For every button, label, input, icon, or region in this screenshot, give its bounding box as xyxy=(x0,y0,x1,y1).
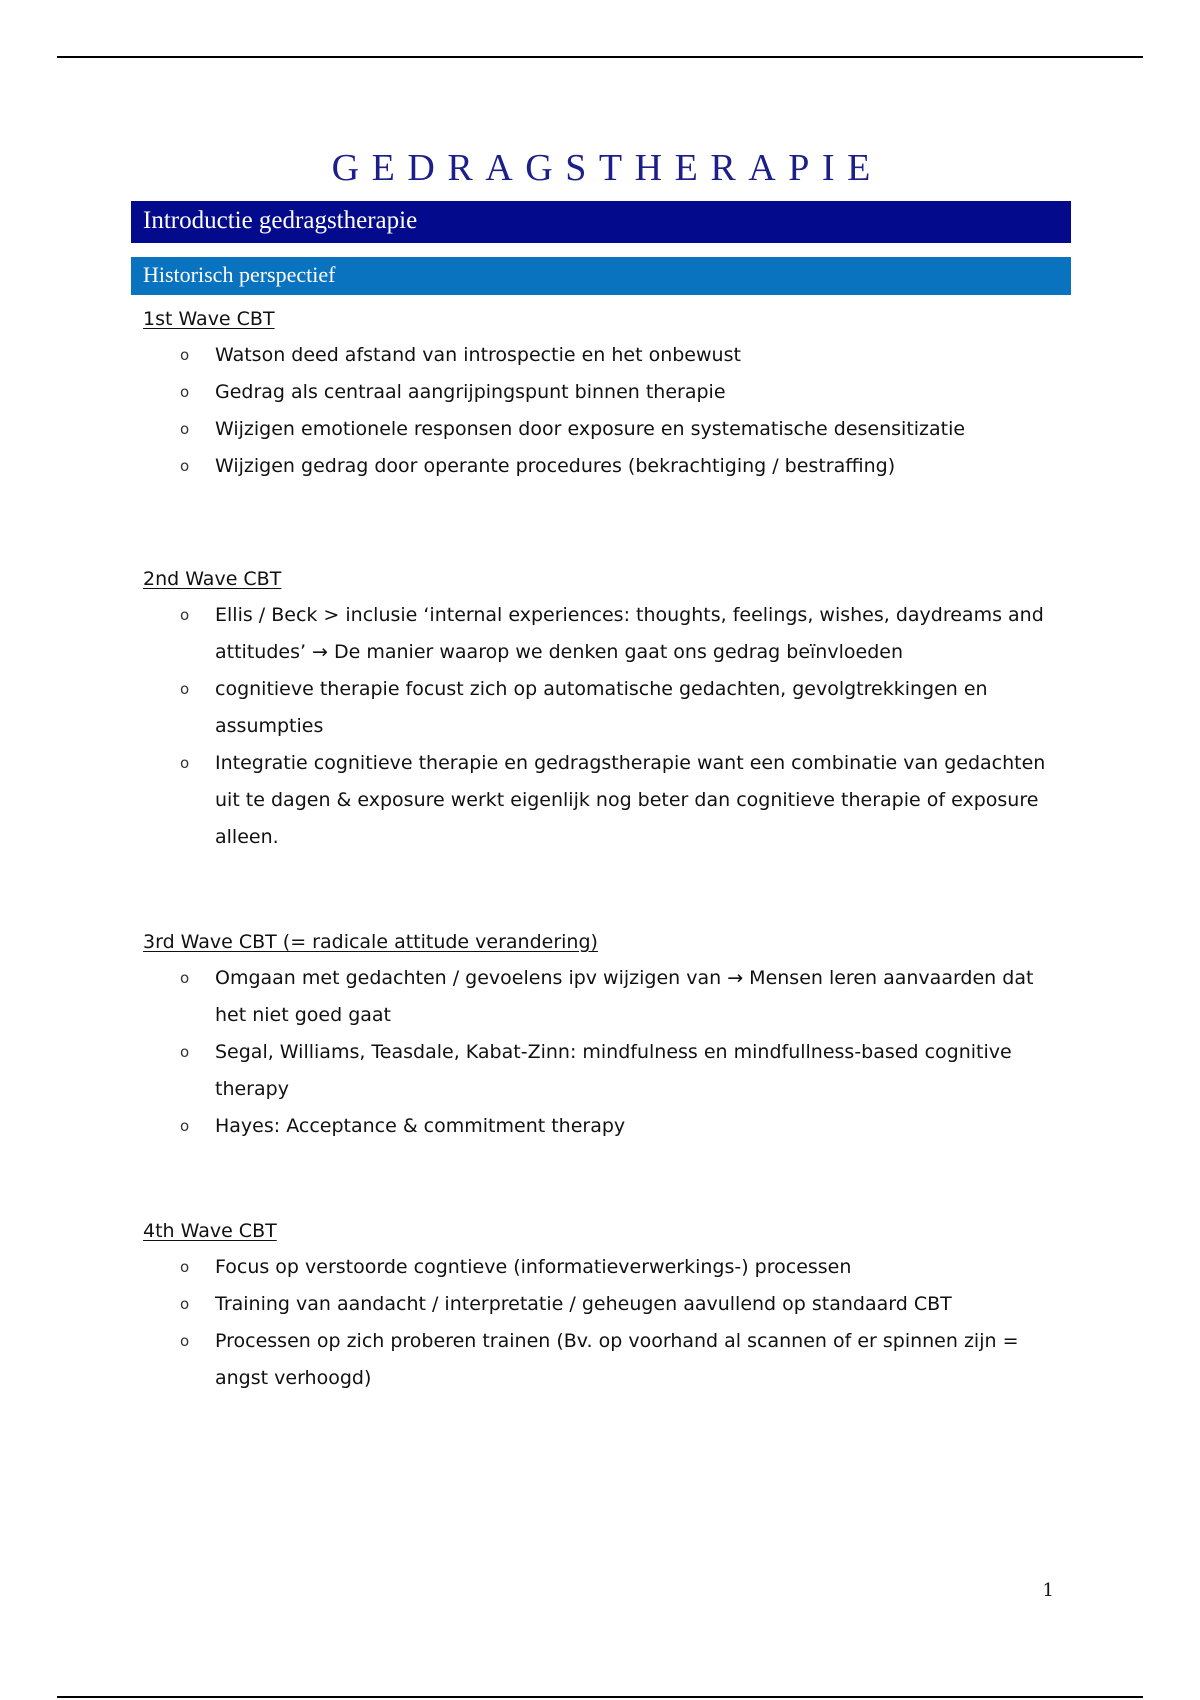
list-item xyxy=(143,597,1071,671)
list-item-text: Processen op zich proberen trainen (Bv. op voorhand al scannen of er spinnen zijn = angst verhoogd) xyxy=(215,1330,1019,1389)
list-item xyxy=(143,411,1071,448)
list-item-text: Segal, Williams, Teasdale, Kabat-Zinn: mindfulness en mindfullness-based cognitive therapy xyxy=(215,1041,1012,1100)
circle-bullet-icon: o xyxy=(180,457,190,475)
list-item xyxy=(143,374,1071,411)
circle-bullet-icon: o xyxy=(180,1258,190,1276)
list-item xyxy=(143,1108,1071,1145)
page-content xyxy=(131,138,1071,1397)
list-item-text: Ellis / Beck > inclusie ‘internal experiences: thoughts, feelings, wishes, daydreams and attitudes’ → De manier waarop we denken gaat ons gedrag beïnvloeden xyxy=(215,604,1044,663)
bullet-list xyxy=(143,337,1071,485)
circle-bullet-icon: o xyxy=(180,1117,190,1135)
section-3rd-wave xyxy=(131,924,1071,1145)
section-1st-wave xyxy=(131,301,1071,485)
page-number: 1 xyxy=(1042,1580,1054,1601)
section-title: 4th Wave CBT xyxy=(143,1220,277,1242)
circle-bullet-icon: o xyxy=(180,383,190,401)
list-item xyxy=(143,1249,1071,1286)
circle-bullet-icon: o xyxy=(180,754,190,772)
list-item xyxy=(143,745,1071,856)
spacer xyxy=(131,485,1071,553)
heading-introductie: Introductie gedragstherapie xyxy=(131,201,1071,243)
spacer xyxy=(131,1145,1071,1205)
list-item-text: Watson deed afstand van introspectie en het onbewust xyxy=(215,344,741,366)
circle-bullet-icon: o xyxy=(180,1332,190,1350)
section-4th-wave xyxy=(131,1213,1071,1397)
bottom-rule xyxy=(57,1696,1143,1698)
list-item xyxy=(143,448,1071,485)
bullet-list xyxy=(143,960,1071,1145)
section-title: 2nd Wave CBT xyxy=(143,568,282,590)
document-title: GEDRAGSTHERAPIE xyxy=(331,147,883,189)
list-item-text: Training van aandacht / interpretatie / geheugen aavullend op standaard CBT xyxy=(215,1293,952,1315)
list-item xyxy=(143,1286,1071,1323)
list-item xyxy=(143,1034,1071,1108)
top-rule xyxy=(57,56,1143,58)
circle-bullet-icon: o xyxy=(180,346,190,364)
bullet-list xyxy=(143,1249,1071,1397)
list-item-text: Wijzigen emotionele responsen door exposure en systematische desensitizatie xyxy=(215,418,966,440)
circle-bullet-icon: o xyxy=(180,680,190,698)
spacer xyxy=(131,856,1071,916)
section-title: 1st Wave CBT xyxy=(143,308,275,330)
section-title: 3rd Wave CBT (= radicale attitude verandering) xyxy=(143,931,598,953)
list-item-text: Omgaan met gedachten / gevoelens ipv wijzigen van → Mensen leren aanvaarden dat het niet goed gaat xyxy=(215,967,1034,1026)
heading-historisch-perspectief: Historisch perspectief xyxy=(131,257,1071,295)
list-item-text: cognitieve therapie focust zich op automatische gedachten, gevolgtrekkingen en assumpties xyxy=(215,678,988,737)
section-2nd-wave xyxy=(131,561,1071,856)
circle-bullet-icon: o xyxy=(180,606,190,624)
list-item xyxy=(143,960,1071,1034)
list-item xyxy=(143,337,1071,374)
circle-bullet-icon: o xyxy=(180,1295,190,1313)
list-item xyxy=(143,1323,1071,1397)
circle-bullet-icon: o xyxy=(180,1043,190,1061)
circle-bullet-icon: o xyxy=(180,969,190,987)
list-item-text: Gedrag als centraal aangrijpingspunt binnen therapie xyxy=(215,381,726,403)
list-item-text: Integratie cognitieve therapie en gedragstherapie want een combinatie van gedachten uit te dagen & exposure werkt eigenlijk nog beter dan cognitieve therapie of exposure alleen. xyxy=(215,752,1046,848)
list-item-text: Wijzigen gedrag door operante procedures (bekrachtiging / bestraffing) xyxy=(215,455,896,477)
list-item xyxy=(143,671,1071,745)
list-item-text: Focus op verstoorde cogntieve (informatieverwerkings-) processen xyxy=(215,1256,852,1278)
circle-bullet-icon: o xyxy=(180,420,190,438)
list-item-text: Hayes: Acceptance & commitment therapy xyxy=(215,1115,626,1137)
bullet-list xyxy=(143,597,1071,856)
